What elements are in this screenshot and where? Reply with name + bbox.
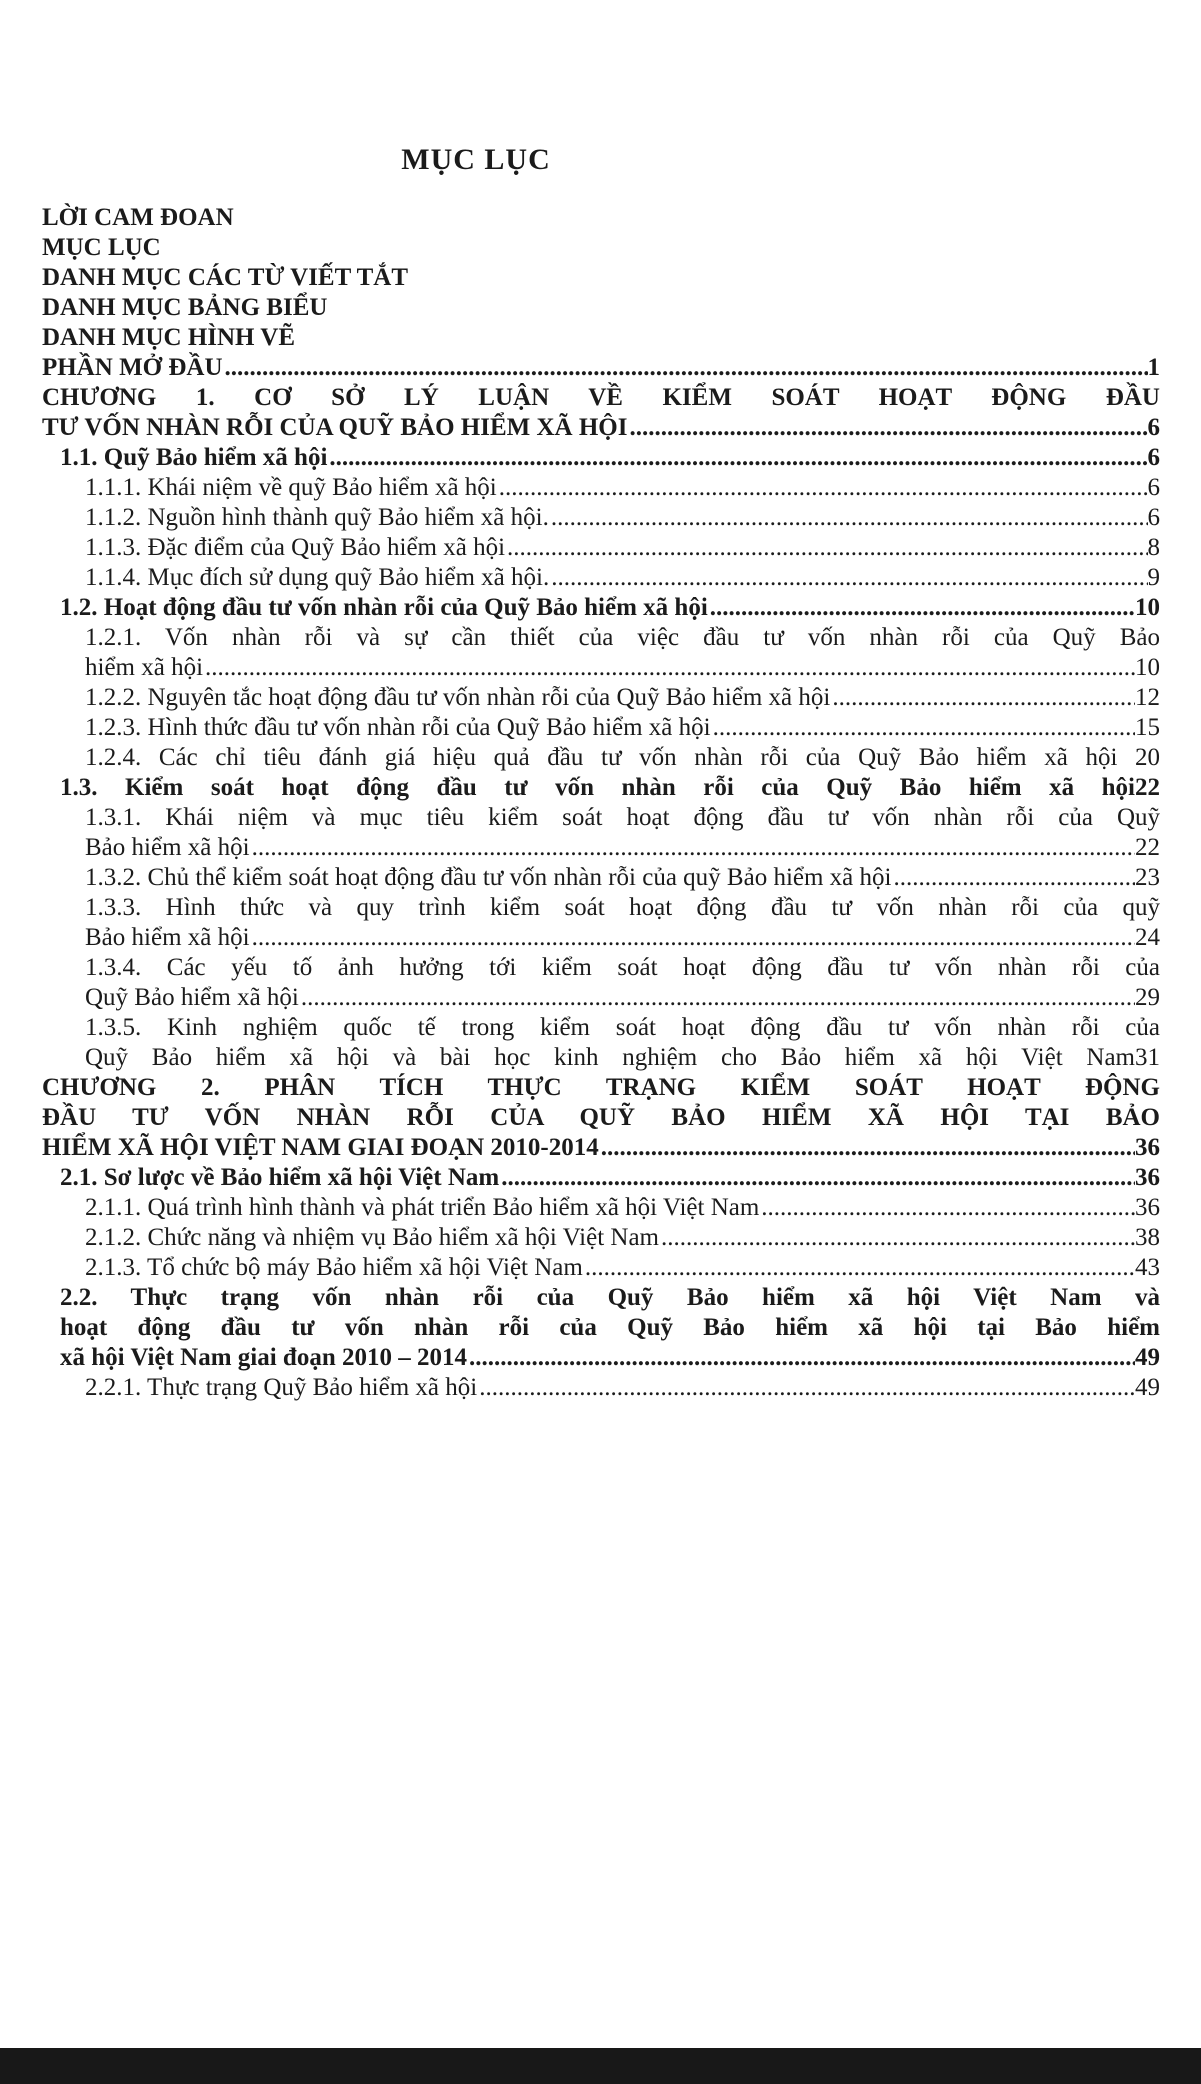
toc-entry (42, 743, 1160, 773)
dot-leader (499, 1163, 1135, 1193)
toc-entry (42, 1073, 1160, 1103)
toc-entry-text: 1.3.5. Kinh nghiệm quốc tế trong kiểm soát hoạt động đầu tư vốn nhàn rỗi của (85, 1014, 1160, 1041)
page-number: 10 (1135, 594, 1160, 621)
toc-entry-text: 1.3. Kiểm soát hoạt động đầu tư vốn nhàn rỗi của Quỹ Bảo hiểm xã hội (60, 774, 1135, 801)
page-number: 20 (1135, 744, 1160, 771)
dot-leader (497, 473, 1148, 503)
dot-leader (830, 683, 1135, 713)
toc-entry (42, 473, 1160, 503)
dot-leader (250, 833, 1135, 863)
toc-entry (42, 863, 1160, 893)
toc-entry (42, 1193, 1160, 1223)
toc-entry (42, 233, 1160, 263)
toc-entry (42, 833, 1160, 863)
toc-entry-text: 2.1.3. Tổ chức bộ máy Bảo hiểm xã hội Việt Nam (85, 1254, 583, 1281)
dot-leader (583, 1253, 1135, 1283)
toc-entry (42, 713, 1160, 743)
toc-entry (42, 1253, 1160, 1283)
toc-entry (42, 1043, 1160, 1073)
toc-entry (42, 593, 1160, 623)
page-number: 24 (1135, 924, 1160, 951)
scan-artifact-bar (0, 2048, 1201, 2084)
toc-entry-text: LỜI CAM ĐOAN (42, 204, 234, 231)
toc-entry-text: DANH MỤC CÁC TỪ VIẾT TẮT (42, 264, 409, 291)
toc-entry-text: 1.2. Hoạt động đầu tư vốn nhàn rỗi của Quỹ Bảo hiểm xã hội (60, 594, 708, 621)
toc-entry-text: 1.1.3. Đặc điểm của Quỹ Bảo hiểm xã hội (85, 534, 506, 561)
toc-entry-text: hiểm xã hội (85, 654, 204, 681)
toc-entry-text: 1.3.3. Hình thức và quy trình kiểm soát hoạt động đầu tư vốn nhàn rỗi của quỹ (85, 894, 1160, 921)
dot-leader (708, 593, 1135, 623)
toc-entry (42, 623, 1160, 653)
dot-leader (711, 713, 1135, 743)
toc-entry-text: 1.3.4. Các yếu tố ảnh hưởng tới kiểm soát hoạt động đầu tư vốn nhàn rỗi của (85, 954, 1160, 981)
toc-entry-text: 1.1.2. Nguồn hình thành quỹ Bảo hiểm xã hội. (85, 504, 549, 531)
dot-leader (250, 923, 1135, 953)
page-number: 43 (1135, 1254, 1160, 1281)
toc-entry-text: 1.2.3. Hình thức đầu tư vốn nhàn rỗi của Quỹ Bảo hiểm xã hội (85, 714, 711, 741)
page-number: 12 (1135, 684, 1160, 711)
toc-entry-text: MỤC LỤC (42, 234, 161, 261)
toc-entry (42, 1103, 1160, 1133)
page-number: 29 (1135, 984, 1160, 1011)
page-number: 36 (1135, 1134, 1160, 1161)
toc-entry (42, 203, 1160, 233)
toc-entry-text: 2.2. Thực trạng vốn nhàn rỗi của Quỹ Bảo hiểm xã hội Việt Nam và (60, 1284, 1160, 1311)
dot-leader (599, 1133, 1135, 1163)
toc-entry-text: 1.3.2. Chủ thể kiểm soát hoạt động đầu tư vốn nhàn rỗi của quỹ Bảo hiểm xã hội (85, 864, 892, 891)
toc-entry-text: Quỹ Bảo hiểm xã hội và bài học kinh nghiệm cho Bảo hiểm xã hội Việt Nam (85, 1044, 1135, 1071)
toc-entry (42, 263, 1160, 293)
toc-entry (42, 803, 1160, 833)
dot-leader (299, 983, 1135, 1013)
page-number: 49 (1135, 1374, 1160, 1401)
toc-entry-text: DANH MỤC HÌNH VẼ (42, 324, 296, 351)
toc-entry (42, 1163, 1160, 1193)
toc-entry (42, 1133, 1160, 1163)
dot-leader (505, 533, 1147, 563)
toc-entry-text: TƯ VỐN NHÀN RỖI CỦA QUỸ BẢO HIỂM XÃ HỘI (42, 414, 628, 441)
toc-entry-text: ĐẦU TƯ VỐN NHÀN RỖI CỦA QUỸ BẢO HIỂM XÃ HỘI TẠI BẢO (42, 1104, 1160, 1131)
toc-entry-text: 1.1.4. Mục đích sử dụng quỹ Bảo hiểm xã hội. (85, 564, 550, 591)
page-number: 6 (1147, 504, 1160, 531)
toc-entry (42, 1223, 1160, 1253)
document-page (0, 143, 1201, 1403)
toc-entry-text: CHƯƠNG 1. CƠ SỞ LÝ LUẬN VỀ KIỂM SOÁT HOẠT ĐỘNG ĐẦU (42, 384, 1160, 411)
toc-entry (42, 983, 1160, 1013)
page-number: 31 (1135, 1044, 1160, 1071)
toc-entry-text: 2.2.1. Thực trạng Quỹ Bảo hiểm xã hội (85, 1374, 478, 1401)
toc-entry (42, 293, 1160, 323)
page-number: 23 (1135, 864, 1160, 891)
dot-leader (759, 1193, 1135, 1223)
page-number: 49 (1135, 1344, 1160, 1371)
toc-entry (42, 1343, 1160, 1373)
page-number: 36 (1135, 1164, 1160, 1191)
toc-entry (42, 653, 1160, 683)
page-title: MỤC LỤC (401, 143, 551, 176)
page-number: 6 (1147, 444, 1160, 471)
toc-entry-text: 1.3.1. Khái niệm và mục tiêu kiểm soát hoạt động đầu tư vốn nhàn rỗi của Quỹ (85, 804, 1160, 831)
page-number: 9 (1147, 564, 1160, 591)
toc-entry (42, 773, 1160, 803)
toc-entry-text: Quỹ Bảo hiểm xã hội (85, 984, 299, 1011)
toc-entry (42, 503, 1160, 533)
page-number: 38 (1135, 1224, 1160, 1251)
dot-leader (891, 863, 1135, 893)
toc-entry-text: 1.1. Quỹ Bảo hiểm xã hội (60, 444, 328, 471)
toc-entry (42, 533, 1160, 563)
page-number: 36 (1135, 1194, 1160, 1221)
toc-entry (42, 1313, 1160, 1343)
toc-entry (42, 1283, 1160, 1313)
page-number: 6 (1147, 414, 1160, 441)
page-number: 6 (1147, 474, 1160, 501)
toc-entry (42, 1013, 1160, 1043)
dot-leader (477, 1373, 1135, 1403)
toc-list (42, 203, 1160, 1403)
toc-entry-text: 1.2.4. Các chỉ tiêu đánh giá hiệu quả đầu tư vốn nhàn rỗi của Quỹ Bảo hiểm xã hội (85, 744, 1135, 771)
page-number: 15 (1135, 714, 1160, 741)
toc-entry-text: 1.1.1. Khái niệm về quỹ Bảo hiểm xã hội (85, 474, 497, 501)
toc-entry (42, 413, 1160, 443)
dot-leader (659, 1223, 1135, 1253)
toc-entry-text: 1.2.1. Vốn nhàn rỗi và sự cần thiết của việc đầu tư vốn nhàn rỗi của Quỹ Bảo (85, 624, 1160, 651)
dot-leader (549, 563, 1147, 593)
page-number: 8 (1147, 534, 1160, 561)
page-number: 10 (1135, 654, 1160, 681)
toc-entry-text: Bảo hiểm xã hội (85, 924, 250, 951)
dot-leader (549, 503, 1148, 533)
toc-entry-text: xã hội Việt Nam giai đoạn 2010 – 2014 (60, 1344, 467, 1371)
toc-entry-text: 2.1.2. Chức năng và nhiệm vụ Bảo hiểm xã hội Việt Nam (85, 1224, 659, 1251)
toc-entry-text: Bảo hiểm xã hội (85, 834, 250, 861)
toc-entry (42, 683, 1160, 713)
toc-entry-text: 2.1. Sơ lược về Bảo hiểm xã hội Việt Nam (60, 1164, 500, 1191)
toc-entry-text: PHẦN MỞ ĐẦU (42, 354, 223, 381)
page-number: 22 (1135, 774, 1160, 801)
dot-leader (223, 353, 1148, 383)
toc-entry (42, 323, 1160, 353)
toc-entry-text: hoạt động đầu tư vốn nhàn rỗi của Quỹ Bảo hiểm xã hội tại Bảo hiểm (60, 1314, 1160, 1341)
page-number: 1 (1147, 354, 1160, 381)
page-number: 22 (1135, 834, 1160, 861)
dot-leader (627, 413, 1147, 443)
toc-entry-text: HIỂM XÃ HỘI VIỆT NAM GIAI ĐOẠN 2010-2014 (42, 1134, 599, 1161)
toc-entry (42, 383, 1160, 413)
toc-entry-text: 1.2.2. Nguyên tắc hoạt động đầu tư vốn nhàn rỗi của Quỹ Bảo hiểm xã hội (85, 684, 831, 711)
toc-entry-text: CHƯƠNG 2. PHÂN TÍCH THỰC TRẠNG KIỂM SOÁT HOẠT ĐỘNG (42, 1074, 1160, 1101)
toc-entry (42, 893, 1160, 923)
dot-leader (467, 1343, 1135, 1373)
toc-entry (42, 923, 1160, 953)
dot-leader (327, 443, 1147, 473)
toc-entry-text: 2.1.1. Quá trình hình thành và phát triển Bảo hiểm xã hội Việt Nam (85, 1194, 760, 1221)
toc-entry (42, 563, 1160, 593)
toc-entry (42, 1373, 1160, 1403)
dot-leader (203, 653, 1135, 683)
toc-entry (42, 353, 1160, 383)
toc-entry-text: DANH MỤC BẢNG BIỂU (42, 294, 328, 321)
toc-entry (42, 953, 1160, 983)
toc-entry (42, 443, 1160, 473)
